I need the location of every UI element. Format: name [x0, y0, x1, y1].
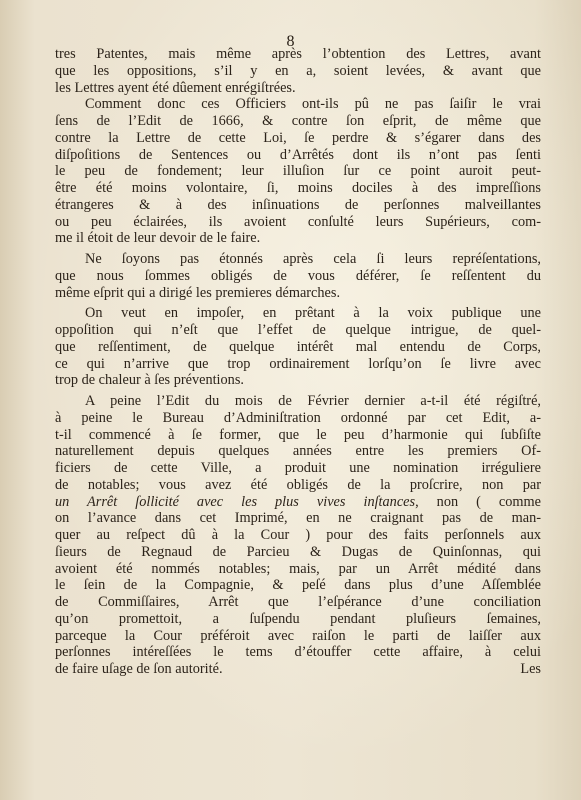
text-line: ficiers de cette Ville, a produit une nomination irréguliere [55, 460, 541, 476]
text-line: on l’avance dans cet Imprimé, en ne craignant pas de man- [55, 510, 541, 527]
text-line: tres Patentes, mais même après l’obtention des Lettres, avant [55, 46, 541, 62]
text-line: les Lettres ayent été dûement enrégiſtrées. [55, 79, 296, 96]
page-number: 8 [286, 33, 295, 50]
text-line: que reſſentiment, de quelque intérêt mal entendu de Corps, [55, 338, 541, 355]
text-line: ſens de l’Edit de 1666, & contre ſon eſprit, de même que [55, 113, 541, 129]
text-line: que nous ſommes obligés de vous déférer, ſe reſſentent du [55, 267, 541, 284]
text-line: On veut en impoſer, en prêtant à la voix publique une [85, 305, 541, 322]
text-line: étrangeres & à des inſinuations de perſonnes malveillantes [55, 196, 541, 213]
text-line: être été moins volontaire, ſi, moins dociles à des impreſſions [55, 180, 541, 196]
text-line: Comment donc ces Officiers ont-ils pû ne pas ſaiſir le vrai [85, 96, 541, 113]
text-line: contre la Lettre de cette Loi, ſe perdre & s’égarer dans des [55, 129, 541, 146]
text-line-end: de faire uſage de ſon autorité. [55, 661, 223, 677]
text-line: ſieurs de Regnaud de Parcieu & Dugas de Quinſonnas, qui [55, 543, 541, 560]
text-line: A peine l’Edit du mois de Février dernier a-t-il été régiſtré, [85, 393, 541, 409]
text-line-last [55, 661, 541, 678]
text-line: me il étoit de leur devoir de le faire. [55, 230, 261, 247]
text-line: même eſprit qui a dirigé les premieres démarches. [55, 284, 341, 301]
catchword: Les [520, 661, 541, 677]
text-line: le peu de fondement; leur illuſion ſur ce point auroit peut- [55, 163, 541, 180]
text-line: oppoſition qui n’eſt que l’effet de quelque intrigue, de quel- [55, 322, 541, 338]
text-line: diſpoſitions de Sentences ou d’Arrêtés dont ils n’ont pas ſenti [55, 146, 541, 163]
text-line: que les oppositions, s’il y en a, soient levées, & avant que [55, 62, 541, 79]
text-line: de notables; vous avez été obligés de la proſcrire, non par [55, 476, 541, 493]
text-line-with-italic: un Arrêt ſollicité avec les plus vives inſtances, non ( comme [55, 493, 541, 510]
text-line: qu’on promettoit, a ſuſpendu pendant pluſieurs ſemaines, [55, 610, 541, 627]
text-line: quer au reſpect dû à la Cour ) pour des faits perſonnels aux [55, 527, 541, 543]
text-line: perſonnes intéreſſées le tems d’étouffer cette affaire, à celui [55, 644, 541, 661]
text-line: t-il commencé à ſe former, que le peu d’harmonie qui ſubſiſte [55, 426, 541, 443]
text-line: naturellement depuis quelques années entre les premiers Of- [55, 443, 541, 460]
italic-phrase: un Arrêt ſollicité avec les plus vives inſtances [55, 493, 416, 510]
text-line: ou peu éclairées, ils avoient conſulté leurs Supérieurs, com- [55, 213, 541, 230]
text-line: de Commiſſaires, Arrêt que l’eſpérance d’une conciliation [55, 594, 541, 610]
text-line: ce qui n’arrive que trop ordinairement lorſqu’on ſe livre avec [55, 355, 541, 372]
text-line: le ſein de la Compagnie, & peſé dans plus d’une Aſſemblée [55, 577, 541, 594]
text-line: à peine le Bureau d’Adminiſtration ordonné par cet Edit, a- [55, 409, 541, 426]
text-line: avoient été nommés notables; mais, par un Arrêt médité dans [55, 560, 541, 577]
body-text [55, 46, 541, 678]
text-line: trop de chaleur à ſes préventions. [55, 372, 244, 389]
text-line: parceque la Cour préféroit avec raiſon le parti de laiſſer aux [55, 627, 541, 644]
text-line: Ne ſoyons pas étonnés après cela ſi leurs repréſentations, [85, 251, 541, 267]
